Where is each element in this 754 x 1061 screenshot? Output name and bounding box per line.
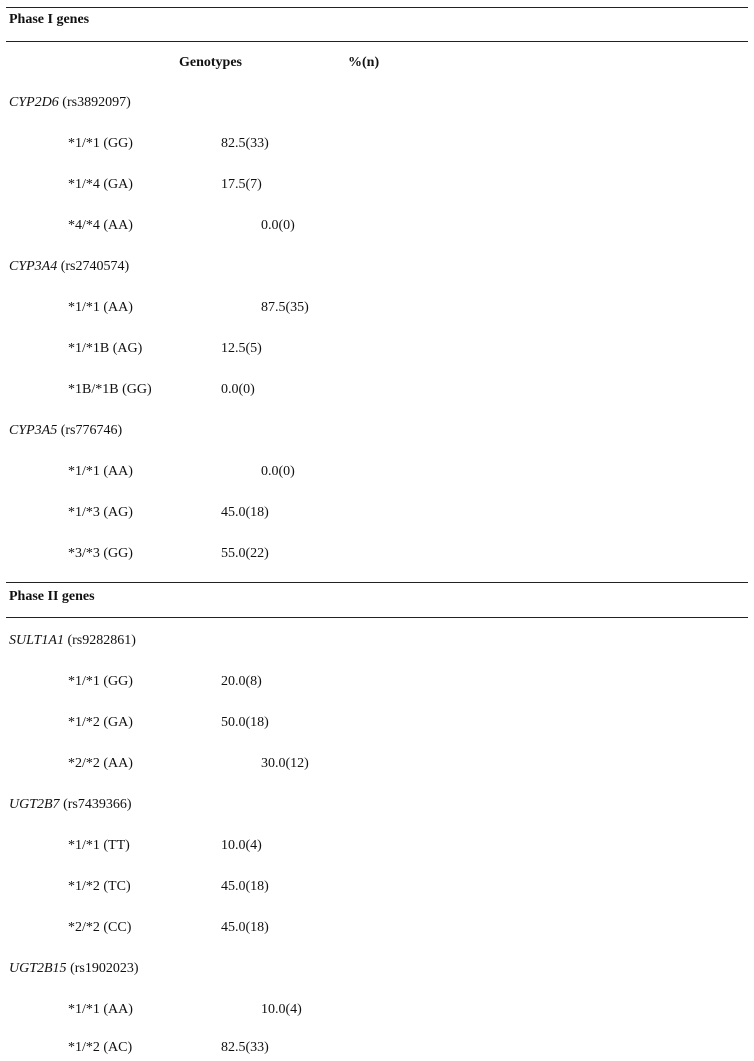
genotype-value: 12.5(5) bbox=[221, 341, 262, 356]
genotype-value: 82.5(33) bbox=[221, 1040, 269, 1055]
genotype-label: *1B/*1B (GG) bbox=[68, 382, 152, 397]
genotype-label: *1/*1 (GG) bbox=[68, 136, 133, 151]
genotype-value: 20.0(8) bbox=[221, 674, 262, 689]
genotype-label: *3/*3 (GG) bbox=[68, 546, 133, 561]
genotype-value: 82.5(33) bbox=[221, 136, 269, 151]
phase2-header-rule bbox=[6, 617, 748, 618]
gene-name: UGT2B7 bbox=[9, 797, 60, 812]
gene-name: CYP2D6 bbox=[9, 95, 59, 110]
gene-rsid: (rs1902023) bbox=[70, 961, 139, 976]
genotype-label: *1/*1 (GG) bbox=[68, 674, 133, 689]
genotype-label: *1/*1 (AA) bbox=[68, 300, 133, 315]
phase1-header-rule bbox=[6, 41, 748, 42]
gene-row-cyp2d6 bbox=[9, 95, 131, 111]
gene-rsid: (rs2740574) bbox=[60, 259, 130, 274]
gene-name: CYP3A5 bbox=[9, 423, 58, 438]
genotype-label: *1/*1 (TT) bbox=[68, 838, 130, 853]
gene-row-ugt2b15 bbox=[9, 961, 139, 977]
genotype-value: 0.0(0) bbox=[261, 464, 295, 479]
genotype-label: *1/*3 (AG) bbox=[68, 505, 133, 520]
genotype-label: *1/*4 (GA) bbox=[68, 177, 133, 192]
gene-rsid: (rs3892097) bbox=[62, 95, 131, 110]
genotype-label: *2/*2 (AA) bbox=[68, 756, 133, 771]
genotype-value: 45.0(18) bbox=[221, 505, 269, 520]
genotype-value: 50.0(18) bbox=[221, 715, 269, 730]
genotype-label: *4/*4 (AA) bbox=[68, 218, 133, 233]
genotype-value: 10.0(4) bbox=[221, 838, 262, 853]
gene-name: CYP3A4 bbox=[9, 259, 58, 274]
column-header-genotypes: Genotypes bbox=[179, 55, 242, 70]
genotype-label: *1/*2 (AC) bbox=[68, 1040, 133, 1055]
gene-row-ugt2b7 bbox=[9, 797, 132, 813]
genotype-value: 0.0(0) bbox=[261, 218, 295, 233]
genotype-label: *1/*1 (AA) bbox=[68, 464, 133, 479]
genotype-value: 0.0(0) bbox=[221, 382, 255, 397]
genotype-value: 55.0(22) bbox=[221, 546, 269, 561]
gene-row-cyp3a4 bbox=[9, 259, 129, 275]
genotype-label: *1/*2 (TC) bbox=[68, 879, 131, 894]
phase2-title: Phase II genes bbox=[9, 589, 95, 604]
genotype-label: *1/*1 (AA) bbox=[68, 1002, 133, 1017]
genotype-label: *1/*2 (GA) bbox=[68, 715, 133, 730]
gene-row-sult1a1 bbox=[9, 633, 136, 649]
gene-rsid: (rs776746) bbox=[60, 423, 123, 438]
genotype-value: 17.5(7) bbox=[221, 177, 262, 192]
genotype-value: 10.0(4) bbox=[261, 1002, 302, 1017]
genotype-value: 87.5(35) bbox=[261, 300, 309, 315]
phase2-top-rule bbox=[6, 582, 748, 583]
gene-rsid: (rs9282861) bbox=[67, 633, 136, 648]
genotype-value: 30.0(12) bbox=[261, 756, 309, 771]
genotype-label: *2/*2 (CC) bbox=[68, 920, 132, 935]
gene-row-cyp3a5 bbox=[9, 423, 122, 439]
column-header-percent: %(n) bbox=[348, 55, 380, 70]
table-top-rule bbox=[6, 7, 748, 8]
gene-name: UGT2B15 bbox=[9, 961, 67, 976]
genotype-value: 45.0(18) bbox=[221, 920, 269, 935]
genotype-value: 45.0(18) bbox=[221, 879, 269, 894]
gene-rsid: (rs7439366) bbox=[63, 797, 132, 812]
gene-name: SULT1A1 bbox=[9, 633, 64, 648]
phase1-title: Phase I genes bbox=[9, 12, 90, 27]
genotype-label: *1/*1B (AG) bbox=[68, 341, 143, 356]
